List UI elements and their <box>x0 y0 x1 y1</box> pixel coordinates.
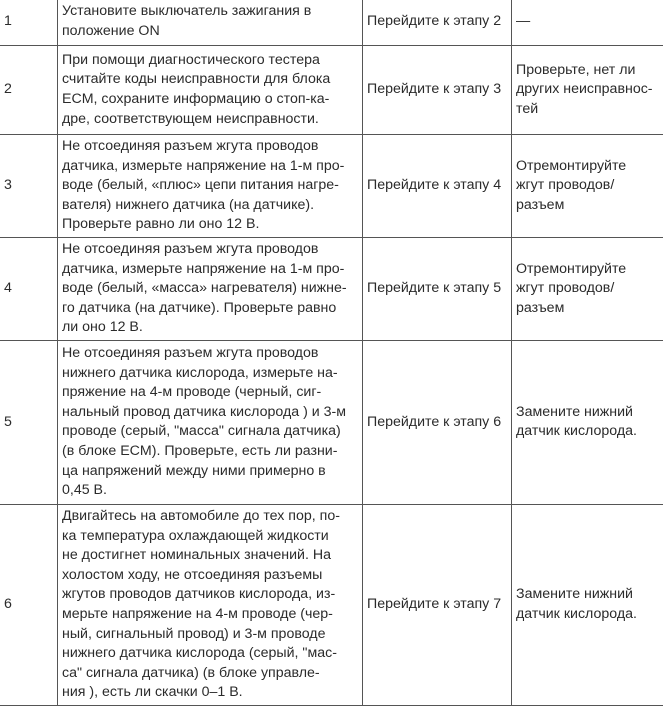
step-result-yes: Перейдите к этапу 6 <box>363 340 512 504</box>
step-result-yes: Перейдите к этапу 3 <box>363 46 512 135</box>
step-number: 2 <box>0 46 58 135</box>
step-action: Не отсоединяя разъем жгута проводов датчика, измерьте напряжение на 1-м про- воде (белый, «масса» нагревателя) нижне- го датчика (на датчике). Проверьте равно ли оно 12 В. <box>58 237 363 340</box>
step-number: 4 <box>0 237 58 340</box>
table-row <box>0 504 663 705</box>
step-result-yes: Перейдите к этапу 5 <box>363 237 512 340</box>
step-action: Не отсоединяя разъем жгута проводов датчика, измерьте напряжение на 1-м про- воде (белый, «плюс» цепи питания нагре- вателя) нижнего датчика (на датчике). Проверьте равно ли оно 12 В. <box>58 135 363 238</box>
step-result-no: Замените нижний датчик кислорода. <box>512 504 663 705</box>
step-result-no: — <box>512 0 663 46</box>
step-result-no: Проверьте, нет ли других неисправнос- тей <box>512 46 663 135</box>
table-row <box>0 135 663 238</box>
table-row <box>0 237 663 340</box>
table-row <box>0 46 663 135</box>
step-number: 1 <box>0 0 58 46</box>
table-row <box>0 340 663 504</box>
step-action: Установите выключатель зажигания в положение ON <box>58 0 363 46</box>
step-action: При помощи диагностического тестера считайте коды неисправности для блока ECM, сохраните информацию о стоп-ка- дре, соответствующем неисправности. <box>58 46 363 135</box>
step-result-no: Замените нижний датчик кислорода. <box>512 340 663 504</box>
step-action: Не отсоединяя разъем жгута проводов нижнего датчика кислорода, измерьте на- пряжение на 4-м проводе (черный, сиг- нальный провод датчика кислорода ) и 3-м проводе (серый, "масса" сигнала датчика) (в блоке ECM). Проверьте, есть ли разни- ца напряжений между ними примерно в 0,45 В. <box>58 340 363 504</box>
step-number: 3 <box>0 135 58 238</box>
step-number: 5 <box>0 340 58 504</box>
step-number: 6 <box>0 504 58 705</box>
table-row <box>0 0 663 46</box>
step-result-yes: Перейдите к этапу 4 <box>363 135 512 238</box>
step-result-no: Отремонтируйте жгут проводов/ разъем <box>512 237 663 340</box>
step-result-no: Отремонтируйте жгут проводов/ разъем <box>512 135 663 238</box>
step-action: Двигайтесь на автомобиле до тех пор, по- ка температура охлаждающей жидкости не достигнет номинальных значений. На холостом ходу, не отсоединяя разъемы жгутов проводов датчиков кислорода, из- мерьте напряжение на 4-м проводе (чер- ный, сигнальный провод) и 3-м проводе нижнего датчика кислорода (серый, "мас- са" сигнала датчика) (в блоке управле- ния ), есть ли скачки 0–1 В. <box>58 504 363 705</box>
step-result-yes: Перейдите к этапу 2 <box>363 0 512 46</box>
step-result-yes: Перейдите к этапу 7 <box>363 504 512 705</box>
